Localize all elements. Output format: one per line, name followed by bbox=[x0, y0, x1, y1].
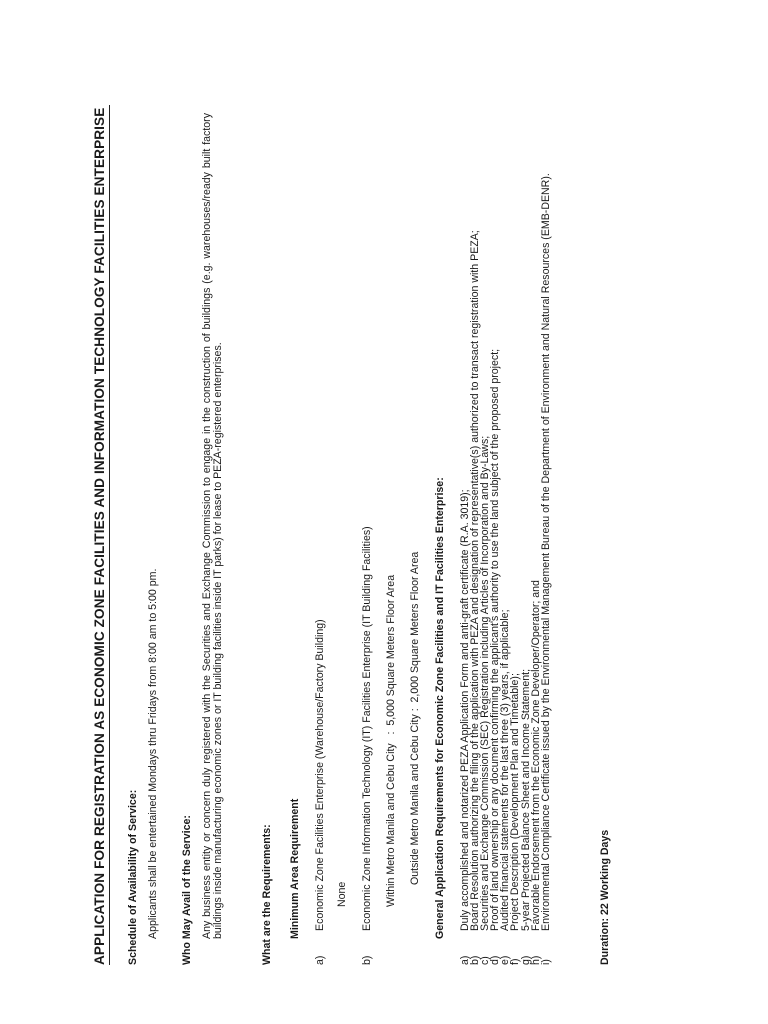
min-area-heading: Minimum Area Requirement bbox=[288, 798, 301, 939]
item-label: a) bbox=[459, 955, 471, 965]
item-label: d) bbox=[489, 955, 502, 965]
item-text: Environmental Compliance Certificate issued by the Environmental Management Bureau of the Department of Environment and Natural Resources (EMB-DENR). bbox=[539, 173, 552, 931]
requirements-heading: What are the Requirements: bbox=[261, 824, 273, 965]
schedule-section bbox=[128, 105, 159, 965]
item-text: Project Description (Development Plan and Timetable); bbox=[509, 673, 522, 931]
general-requirements-list bbox=[460, 105, 551, 965]
outside-metro-manila-area: Outside Metro Manila and Cebu City : 2,000 Square Meters Floor Area bbox=[408, 551, 421, 885]
who-heading: Who May Avail of the Service: bbox=[181, 815, 193, 965]
item-text: Securities and Exchange Commission (SEC) Registration including Articles of Incorporation and By-Laws; bbox=[479, 435, 492, 931]
item-label: i) bbox=[539, 959, 552, 965]
item-text: Duly accomplished and notarized PEZA Application Form and anti-graft certificate (R.A. 3019); bbox=[459, 489, 471, 931]
item-label: e) bbox=[499, 955, 512, 965]
item-text: 5-year Projected Balance Sheet and Income Statement; bbox=[519, 668, 532, 931]
item-text: Proof of land ownership or any document confirming the applicant's authority to use the land subject of the proposed project; bbox=[489, 348, 502, 931]
item-text: Economic Zone Facilities Enterprise (Warehouse/Factory Building) bbox=[314, 619, 327, 931]
general-requirement-item bbox=[541, 105, 551, 965]
item-label: b) bbox=[469, 955, 482, 965]
item-text: Audited financial statements for the last three (3) years, if applicable; bbox=[499, 609, 512, 931]
schedule-heading: Schedule of Availability of Service: bbox=[127, 789, 139, 965]
item-text: Economic Zone Information Technology (IT) Facilities Enterprise (IT Building Facilities) bbox=[361, 526, 374, 931]
item-label: f) bbox=[509, 958, 522, 965]
duration: Duration: 22 Working Days bbox=[599, 829, 611, 965]
rotated-document-page bbox=[90, 105, 650, 965]
who-section bbox=[182, 105, 225, 965]
min-area-item-b bbox=[362, 105, 374, 965]
item-text: Favorable Endorsement from the Economic Zone Developer/Operator; and bbox=[529, 580, 542, 931]
item-label: b) bbox=[361, 955, 374, 965]
min-area-item-a-value: None bbox=[335, 881, 348, 907]
item-text: Board Resolution authorizing the filing of the application with PEZA and designation of representative(s) authorized to transact registration with PEZA; bbox=[469, 230, 482, 931]
document-title: APPLICATION FOR REGISTRATION AS ECONOMIC ZONE FACILITIES AND INFORMATION TECHNOLOGY FACILITIES ENTERPRISE bbox=[92, 105, 110, 965]
who-text: Any business entity or concern duly registered with the Securities and Exchange Commission to engage in the construction of buildings (e.g. warehouses/ready built factory buildings inside manufacturing economic zones or IT building facilities inside IT parks) for lease to PEZA-registered enterprises. bbox=[200, 113, 225, 939]
within-metro-manila-area: Within Metro Manila and Cebu City : 5,000 Square Meters Floor Area bbox=[384, 574, 397, 907]
item-label: a) bbox=[314, 955, 327, 965]
min-area-item-a bbox=[315, 105, 327, 965]
item-label: g) bbox=[519, 955, 532, 965]
general-requirements-heading: General Application Requirements for Economic Zone Facilities and IT Facilities Enterprise: bbox=[434, 477, 447, 939]
item-label: c) bbox=[479, 956, 492, 965]
schedule-text: Applicants shall be entertained Mondays thru Fridays from 8:00 am to 5:00 pm. bbox=[146, 568, 159, 939]
item-label: h) bbox=[529, 955, 542, 965]
requirements-section bbox=[262, 105, 447, 965]
